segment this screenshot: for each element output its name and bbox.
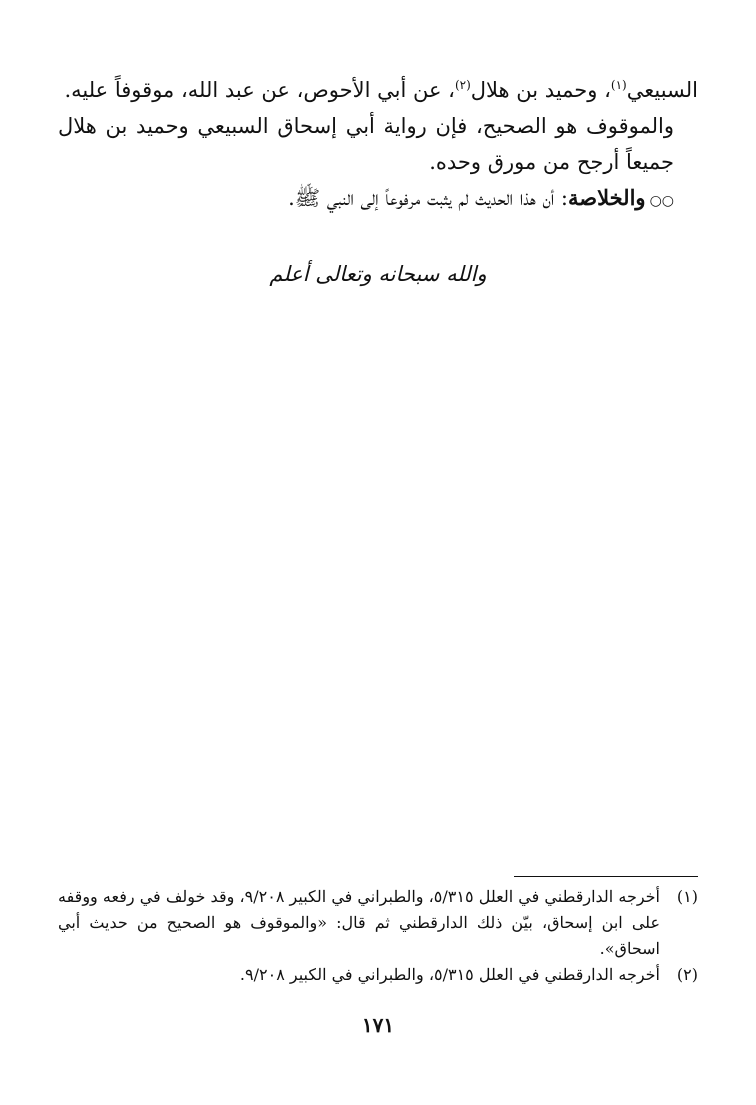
footnote-text: أخرجه الدارقطني في العلل ٥/٣١٥، والطبراني في الكبير ٩/٢٠٨. — [239, 965, 660, 984]
closing-phrase: والله سبحانه وتعالى أعلم — [269, 262, 487, 286]
paragraph-1-end: ، عن أبي الأحوص، عن عبد الله، موقوفاً عليه. — [64, 78, 455, 102]
conclusion-text: : أن هذا الحديث لم يثبت مرفوعاً إلى النبي ﷺ. — [288, 186, 568, 210]
footnote-1 — [58, 884, 698, 962]
footnote-divider — [514, 876, 698, 877]
footnote-number: (٢) — [676, 965, 698, 984]
footnote-ref-1[interactable]: (١) — [610, 78, 627, 92]
footnote-ref-2[interactable]: (٢) — [454, 78, 471, 92]
footnote-number: (١) — [676, 887, 698, 906]
paragraph-1-middle: ، وحميد بن هلال — [470, 78, 611, 102]
page-number: ١٧١ — [361, 1013, 395, 1037]
footnotes — [58, 884, 698, 988]
paragraph-3-conclusion — [58, 180, 698, 219]
footnote-text: أخرجه الدارقطني في العلل ٥/٣١٥، والطبراني في الكبير ٩/٢٠٨، وقد خولف في رفعه ووقفه على ابن إسحاق، بيّن ذلك الدارقطني ثم قال: «والموقوف هو الصحيح من حديث أبي اسحاق». — [58, 887, 661, 958]
conclusion-heading: والخلاصة — [568, 185, 646, 210]
main-text — [58, 72, 698, 219]
paragraph-2: والموقوف هو الصحيح، فإن رواية أبي إسحاق السبيعي وحميد بن هلال جميعاً أرجح من مورق وحده. — [58, 114, 674, 174]
paragraph-1-start: السبيعي — [626, 78, 698, 102]
paragraph-1 — [58, 72, 698, 108]
footnote-2 — [58, 962, 698, 988]
ornament-icon: ○○ — [649, 193, 674, 209]
